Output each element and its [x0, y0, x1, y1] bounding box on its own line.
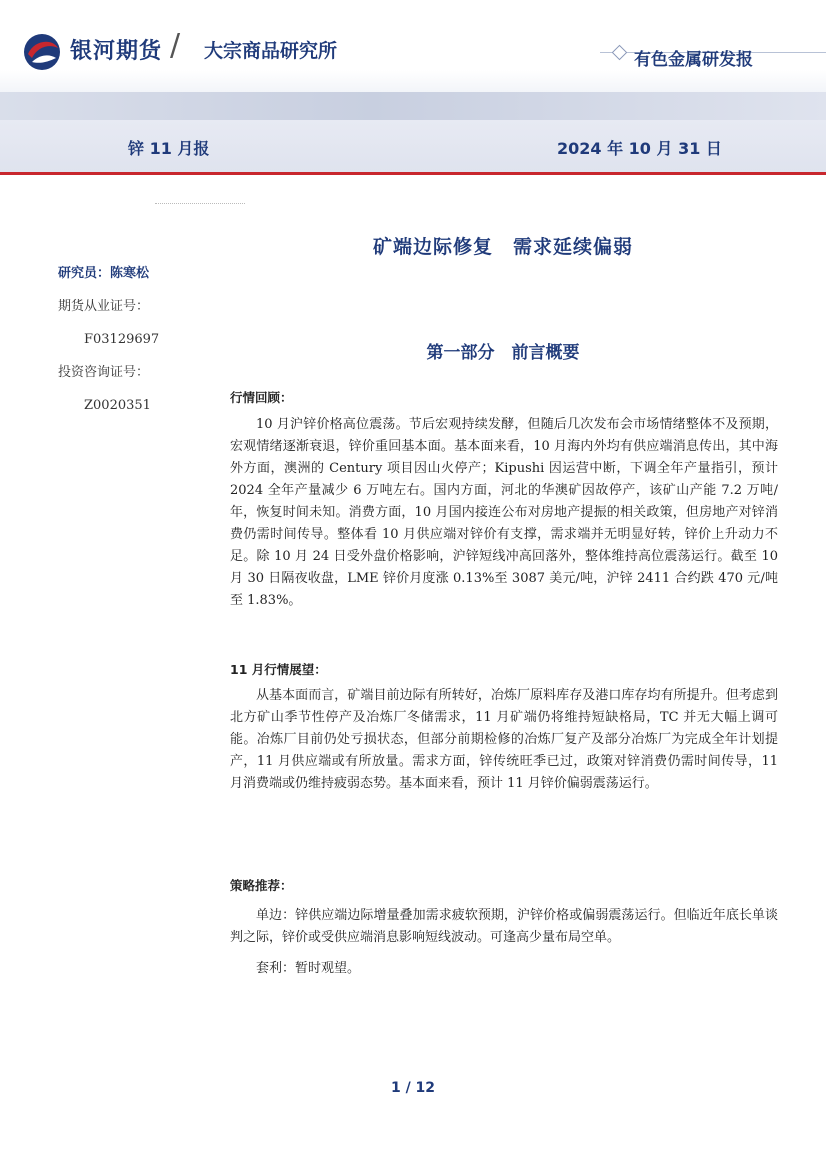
header-band [0, 92, 826, 120]
diamond-icon [612, 45, 628, 61]
page-header [0, 0, 826, 100]
institute-name: 大宗商品研究所 [204, 40, 338, 62]
page-number: 1 / 12 [390, 1080, 436, 1096]
consult-cert-label: 投资咨询证号： [58, 365, 150, 380]
outlook-paragraph: 从基本面而言，矿端目前边际有所转好，冶炼厂原料库存及港口库存均有所提升。但考虑到北方矿山季节性停产及冶炼厂冬储需求，11 月矿端仍将维持短缺格局，TC 并无大幅上调可能。冶炼厂目前仍处亏损状态，但部分前期检修的冶炼厂复产及部分冶炼厂为完成全年计划提产，11 月供应端或有所放量。需求方面，锌传统旺季已过，政策对锌消费仍需时间传导，11 月消费端或仍维持疲弱态势。基本面来看，预计 11 月锌价偏弱震荡运行。 [230, 688, 778, 791]
red-divider [0, 172, 826, 175]
analyst-sidebar [58, 265, 198, 414]
report-type: 有色金属研发报 [634, 50, 753, 70]
consult-cert-value: Z0020351 [84, 398, 151, 413]
analyst-name: 研究员：陈寒松 [58, 266, 150, 281]
outlook-heading: 11 月行情展望： [230, 662, 327, 677]
report-subtitle: 锌 11 月报 [128, 139, 210, 158]
review-heading: 行情回顾： [230, 390, 293, 405]
futures-cert-label: 期货从业证号： [58, 299, 150, 314]
section-title: 第一部分 前言概要 [426, 343, 580, 363]
header-separator: / [170, 28, 181, 63]
galaxy-logo-icon [22, 32, 62, 72]
strategy-arbitrage-paragraph: 套利：暂时观望。 [256, 961, 361, 976]
brand-name: 银河期货 [70, 39, 163, 64]
strategy-heading: 策略推荐： [230, 878, 293, 893]
strategy-single-paragraph: 单边：锌供应端边际增量叠加需求疲软预期，沪锌价格或偏弱震荡运行。但临近年底长单谈判之际，锌价或受供应端消息影响短线波动。可逢高少量布局空单。 [230, 908, 778, 945]
report-date: 2024 年 10 月 31 日 [557, 139, 722, 158]
futures-cert-value: F03129697 [84, 332, 160, 347]
review-paragraph: 10 月沪锌价格高位震荡。节后宏观持续发酵，但随后几次发布会市场情绪整体不及预期，宏观情绪逐渐衰退，锌价重回基本面。基本面来看，10 月海内外均有供应端消息传出，其中海外方面，澳洲的 Century 项目因山火停产；Kipushi 因运营中断，下调全年产量指引，预计 2024 全年产量减少 6 万吨左右。国内方面，河北的华澳矿因故停产，该矿山产能 7.2 万吨/年，恢复时间未知。消费方面，10 月国内接连公布对房地产提振的相关政策，但房地产对锌消费仍需时间传导。整体看 10 月供应端对锌价有支撑，需求端并无明显好转，锌价上升动力不足。除 10 月 24 日受外盘价格影响，沪锌短线冲高回落外，整体维持高位震荡运行。截至 10 月 30 日隔夜收盘，LME 锌价月度涨 0.13%至 3087 美元/吨，沪锌 2411 合约跌 470 元/吨至 1.83%。 [230, 417, 778, 608]
document-title: 矿端边际修复 需求延续偏弱 [372, 236, 633, 258]
dotted-divider [155, 203, 245, 206]
